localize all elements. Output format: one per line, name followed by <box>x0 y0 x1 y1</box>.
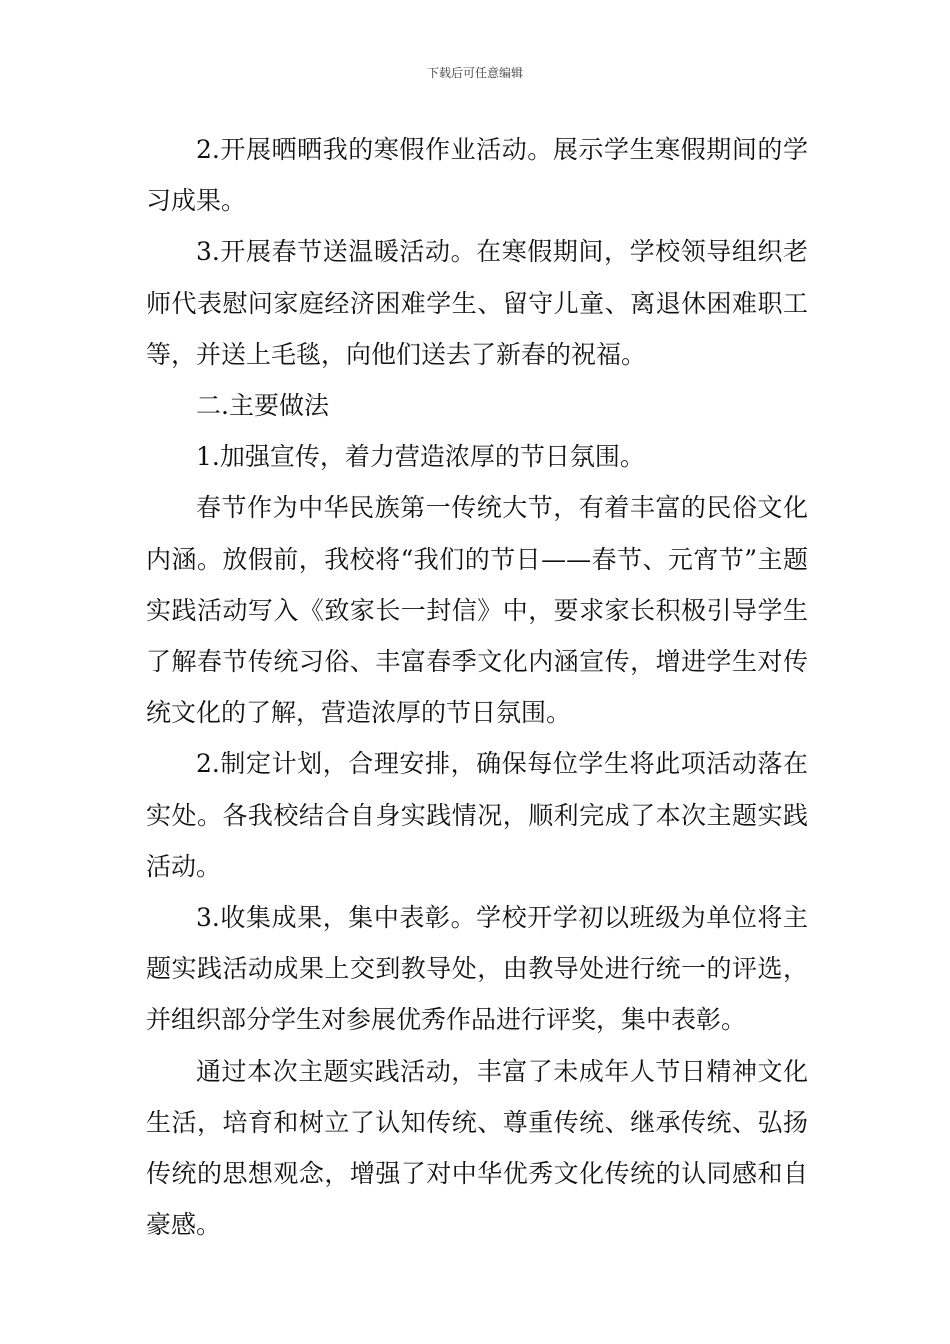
paragraph-conclusion: 通过本次主题实践活动，丰富了未成年人节日精神文化生活，培育和树立了认知传统、尊重传统、继承传统、弘扬传统的思想观念，增强了对中华优秀文化传统的认同感和自豪感。 <box>146 1056 808 1240</box>
paragraph-publicity-heading: 1.加强宣传，着力营造浓厚的节日氛围。 <box>196 442 645 472</box>
paragraph-homework-activity: 2.开展晒晒我的寒假作业活动。展示学生寒假期间的学习成果。 <box>146 135 808 216</box>
paragraph-planning: 2.制定计划，合理安排，确保每位学生将此项活动落在实处。各我校结合自身实践情况，顺利完成了本次主题实践活动。 <box>146 749 808 881</box>
paragraph-spring-festival-warmth: 3.开展春节送温暖活动。在寒假期间，学校领导组织老师代表慰问家庭经济困难学生、留守儿童、离退休困难职工等，并送上毛毯，向他们送去了新春的祝福。 <box>146 237 808 369</box>
document-body <box>146 124 808 1250</box>
page-header: 下载后可任意编辑 <box>426 66 523 80</box>
paragraph-spring-festival-culture: 春节作为中华民族第一传统大节，有着丰富的民俗文化内涵。放假前，我校将“我们的节日——春节、元宵节”主题实践活动写入《致家长一封信》中，要求家长积极引导学生了解春节传统习俗、丰富春季文化内涵宣传，增进学生对传统文化的了解，营造浓厚的节日氛围。 <box>146 493 808 728</box>
paragraph-collect-results: 3.收集成果，集中表彰。学校开学初以班级为单位将主题实践活动成果上交到教导处，由教导处进行统一的评选，并组织部分学生对参展优秀作品进行评奖，集中表彰。 <box>146 903 808 1035</box>
section-heading-main-practices: 二.主要做法 <box>196 391 329 421</box>
